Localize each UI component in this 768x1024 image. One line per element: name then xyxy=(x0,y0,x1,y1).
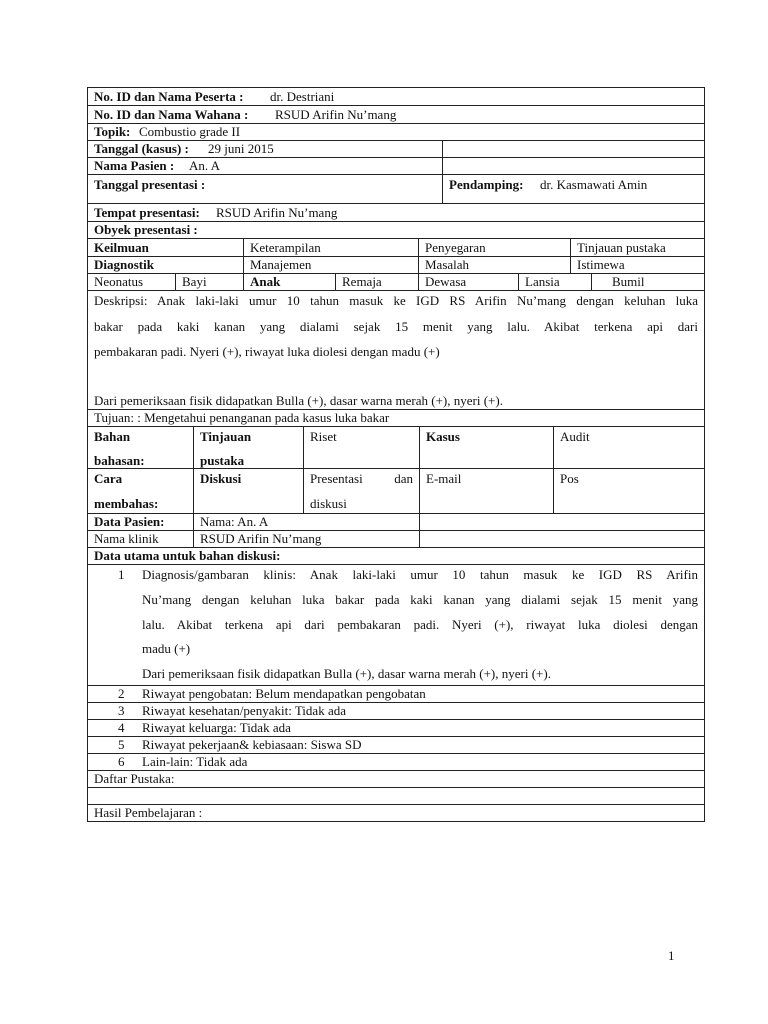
tempat-label: Tempat presentasi: xyxy=(94,205,200,220)
deskripsi-line: Dari pemeriksaan fisik didapatkan Bulla (+), dasar warna merah (+), nyeri (+). xyxy=(94,393,503,408)
data-utama-item-3 xyxy=(87,702,705,720)
item-number: 6 xyxy=(118,754,125,769)
obyek-manajemen: Manajemen xyxy=(250,257,312,272)
nama-klinik-value: RSUD Arifin Nu’mang xyxy=(200,531,322,546)
row-tempat xyxy=(87,203,705,222)
row-wahana xyxy=(87,105,705,124)
nama-klinik-label: Nama klinik xyxy=(94,531,159,546)
peserta-value: dr. Destriani xyxy=(270,89,335,104)
data-utama-item-5 xyxy=(87,736,705,754)
bahan-label-1: Bahan xyxy=(94,429,131,444)
cara-diskusi: Diskusi xyxy=(200,471,242,486)
row-topik xyxy=(87,123,705,141)
obyek-diagnostik: Diagnostik xyxy=(94,257,154,272)
deskripsi-line: bakar pada kaki kanan yang dialami sejak 15 menit yang lalu. Akibat terkena api dari xyxy=(94,319,698,334)
bahan-riset: Riset xyxy=(310,429,337,444)
cara-presentasi: Presentasi xyxy=(310,471,363,486)
topik-value: Combustio grade II xyxy=(139,124,241,139)
obyek-bayi: Bayi xyxy=(182,274,207,289)
item-number: 5 xyxy=(118,737,125,752)
obyek-bumil: Bumil xyxy=(612,274,645,289)
cara-label-1: Cara xyxy=(94,471,123,486)
page-number: 1 xyxy=(668,948,675,963)
tempat-value: RSUD Arifin Nu’mang xyxy=(216,205,338,220)
row-empty xyxy=(87,787,705,805)
item-1-line: lalu. Akibat terkena api dari pembakaran padi. Nyeri (+), riwayat luka diolesi dengan xyxy=(142,617,698,632)
obyek-row-2 xyxy=(87,256,705,274)
bahan-kasus: Kasus xyxy=(426,429,460,444)
row-data-pasien xyxy=(87,513,705,531)
item-text: Riwayat pengobatan: Belum mendapatkan pengobatan xyxy=(142,686,426,701)
row-daftar-pustaka xyxy=(87,770,705,788)
data-utama-heading: Data utama untuk bahan diskusi: xyxy=(94,548,281,563)
deskripsi-section xyxy=(87,290,705,410)
item-text: Riwayat keluarga: Tidak ada xyxy=(142,720,291,735)
row-data-utama xyxy=(87,547,705,565)
daftar-pustaka-label: Daftar Pustaka: xyxy=(94,771,175,786)
pendamping-value: dr. Kasmawati Amin xyxy=(540,177,648,192)
cara-presentasi-diskusi: diskusi xyxy=(310,496,347,511)
cara-label-2: membahas: xyxy=(94,496,159,511)
item-1-line: Nu’mang dengan keluhan luka bakar pada kaki kanan yang dialami sejak 15 menit yang xyxy=(142,592,698,607)
cara-email: E-mail xyxy=(426,471,462,486)
row-nama-pasien xyxy=(87,157,705,175)
bahan-label-2: bahasan: xyxy=(94,453,145,468)
row-tanggal-kasus xyxy=(87,140,705,158)
tanggal-kasus-label: Tanggal (kasus) : xyxy=(94,141,189,156)
item-text: Riwayat kesehatan/penyakit: Tidak ada xyxy=(142,703,346,718)
item-text: Riwayat pekerjaan& kebiasaan: Siswa SD xyxy=(142,737,362,752)
row-hasil-pembelajaran xyxy=(87,804,705,822)
data-utama-item-4 xyxy=(87,719,705,737)
obyek-row-3 xyxy=(87,273,705,291)
topik-label: Topik: xyxy=(94,124,131,139)
row-bahan-bahasan xyxy=(87,426,705,469)
tanggal-kasus-value: 29 juni 2015 xyxy=(208,141,274,156)
obyek-lansia: Lansia xyxy=(525,274,560,289)
data-utama-item-6 xyxy=(87,753,705,771)
obyek-keterampilan: Keterampilan xyxy=(250,240,321,255)
obyek-masalah: Masalah xyxy=(425,257,470,272)
tujuan-text: Tujuan: : Mengetahui penanganan pada kasus luka bakar xyxy=(94,410,390,425)
obyek-row-1 xyxy=(87,238,705,257)
obyek-neonatus: Neonatus xyxy=(94,274,144,289)
data-pasien-nama: Nama: An. A xyxy=(200,514,269,529)
row-obyek xyxy=(87,221,705,239)
cara-pos: Pos xyxy=(560,471,579,486)
obyek-tinjauan-pustaka: Tinjauan pustaka xyxy=(577,240,666,255)
data-pasien-label: Data Pasien: xyxy=(94,514,165,529)
obyek-keilmuan: Keilmuan xyxy=(94,240,149,255)
nama-pasien-value: An. A xyxy=(189,158,221,173)
item-number: 2 xyxy=(118,686,125,701)
row-tanggal-presentasi xyxy=(87,174,705,204)
data-utama-item-1 xyxy=(87,564,705,686)
obyek-label: Obyek presentasi : xyxy=(94,222,198,237)
cara-presentasi-dan: dan xyxy=(394,471,413,486)
nama-pasien-label: Nama Pasien : xyxy=(94,158,175,173)
data-utama-item-2 xyxy=(87,685,705,703)
row-cara-membahas xyxy=(87,468,705,514)
item-number: 4 xyxy=(118,720,125,735)
obyek-remaja: Remaja xyxy=(342,274,382,289)
row-peserta xyxy=(87,87,705,106)
peserta-label: No. ID dan Nama Peserta : xyxy=(94,89,244,104)
bahan-tinjauan-1: Tinjauan xyxy=(200,429,252,444)
bahan-audit: Audit xyxy=(560,429,590,444)
item-1-line: madu (+) xyxy=(142,641,191,656)
item-number: 1 xyxy=(118,567,125,582)
obyek-dewasa: Dewasa xyxy=(425,274,467,289)
row-tujuan xyxy=(87,409,705,427)
obyek-anak: Anak xyxy=(250,274,281,289)
row-nama-klinik xyxy=(87,530,705,548)
bahan-tinjauan-2: pustaka xyxy=(200,453,245,468)
item-1-line: Dari pemeriksaan fisik didapatkan Bulla (+), dasar warna merah (+), nyeri (+). xyxy=(142,666,551,681)
deskripsi-line: pembakaran padi. Nyeri (+), riwayat luka diolesi dengan madu (+) xyxy=(94,344,440,359)
deskripsi-line: Deskripsi: Anak laki-laki umur 10 tahun masuk ke IGD RS Arifin Nu’mang dengan keluhan luka xyxy=(94,293,698,308)
item-text: Lain-lain: Tidak ada xyxy=(142,754,248,769)
wahana-label: No. ID dan Nama Wahana : xyxy=(94,107,249,122)
pendamping-label: Pendamping: xyxy=(449,177,524,192)
wahana-value: RSUD Arifin Nu’mang xyxy=(275,107,397,122)
item-1-line: Diagnosis/gambaran klinis: Anak laki-laki umur 10 tahun masuk ke IGD RS Arifin xyxy=(142,567,698,582)
obyek-istimewa: Istimewa xyxy=(577,257,625,272)
tanggal-presentasi-label: Tanggal presentasi : xyxy=(94,177,206,192)
hasil-pembelajaran-label: Hasil Pembelajaran : xyxy=(94,805,203,820)
obyek-penyegaran: Penyegaran xyxy=(425,240,486,255)
item-number: 3 xyxy=(118,703,125,718)
